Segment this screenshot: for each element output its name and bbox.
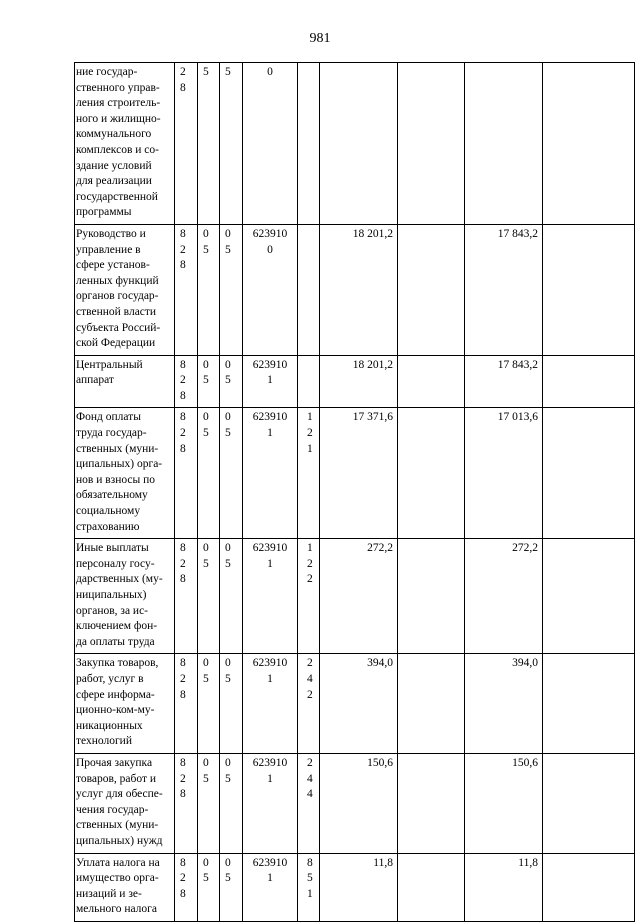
table-row — [75, 63, 635, 225]
expense-type-cell: 2 4 2 — [298, 654, 320, 754]
sum-year2-cell: 17 843,2 — [465, 224, 543, 355]
subsection-code-cell: 0 5 — [220, 654, 243, 754]
subsection-code-cell: 0 5 — [220, 224, 243, 355]
article-code-cell: 623910 1 — [243, 355, 298, 408]
expense-type-cell: 1 2 1 — [298, 408, 320, 539]
empty-cell — [543, 853, 635, 921]
sum-year1-cell — [320, 63, 398, 225]
subsection-code-cell: 5 — [220, 63, 243, 225]
section-code-cell: 0 5 — [198, 753, 220, 853]
empty-cell — [398, 539, 465, 654]
page-number: 981 — [309, 31, 331, 46]
ministry-code-cell: 8 2 8 — [175, 355, 198, 408]
empty-cell — [398, 408, 465, 539]
article-code-cell: 623910 0 — [243, 224, 298, 355]
section-code-cell: 0 5 — [198, 539, 220, 654]
article-code-cell: 623910 1 — [243, 654, 298, 754]
empty-cell — [398, 355, 465, 408]
subsection-code-cell: 0 5 — [220, 853, 243, 921]
row-name-cell: Центральный аппарат — [75, 355, 175, 408]
expense-type-cell — [298, 224, 320, 355]
subsection-code-cell: 0 5 — [220, 408, 243, 539]
empty-cell — [398, 753, 465, 853]
table-row — [75, 654, 635, 754]
sum-year2-cell: 272,2 — [465, 539, 543, 654]
ministry-code-cell: 2 8 — [175, 63, 198, 225]
row-name-cell: Руководство и управление в сфере установ- ленных функций органов государ- ственной власти субъекта Россий- ской Федерации — [75, 224, 175, 355]
table-row — [75, 408, 635, 539]
empty-cell — [543, 63, 635, 225]
sum-year1-cell: 150,6 — [320, 753, 398, 853]
row-name-cell: ние государ- ственного управ- ления строитель- ного и жилищно- коммунального комплексов и со- здание условий для реализации государственной программы — [75, 63, 175, 225]
sum-year2-cell — [465, 63, 543, 225]
article-code-cell: 623910 1 — [243, 753, 298, 853]
table-row — [75, 224, 635, 355]
empty-cell — [543, 408, 635, 539]
article-code-cell: 623910 1 — [243, 408, 298, 539]
article-code-cell: 623910 1 — [243, 539, 298, 654]
ministry-code-cell: 8 2 8 — [175, 408, 198, 539]
article-code-cell: 623910 1 — [243, 853, 298, 921]
empty-cell — [543, 753, 635, 853]
sum-year2-cell: 17 843,2 — [465, 355, 543, 408]
table-row — [75, 539, 635, 654]
sum-year2-cell: 150,6 — [465, 753, 543, 853]
article-code-cell: 0 — [243, 63, 298, 225]
sum-year1-cell: 11,8 — [320, 853, 398, 921]
subsection-code-cell: 0 5 — [220, 355, 243, 408]
sum-year1-cell: 18 201,2 — [320, 355, 398, 408]
ministry-code-cell: 8 2 8 — [175, 539, 198, 654]
sum-year1-cell: 18 201,2 — [320, 224, 398, 355]
empty-cell — [398, 224, 465, 355]
row-name-cell: Фонд оплаты труда государ- ственных (муни- ципальных) орга- нов и взносы по обязательному социальному страхованию — [75, 408, 175, 539]
subsection-code-cell: 0 5 — [220, 753, 243, 853]
ministry-code-cell: 8 2 8 — [175, 654, 198, 754]
section-code-cell: 0 5 — [198, 224, 220, 355]
section-code-cell: 0 5 — [198, 408, 220, 539]
table-row — [75, 853, 635, 921]
expense-type-cell: 8 5 1 — [298, 853, 320, 921]
section-code-cell: 5 — [198, 63, 220, 225]
sum-year1-cell: 394,0 — [320, 654, 398, 754]
ministry-code-cell: 8 2 8 — [175, 753, 198, 853]
empty-cell — [398, 853, 465, 921]
row-name-cell: Прочая закупка товаров, работ и услуг для обеспе- чения государ- ственных (муни- ципальных) нужд — [75, 753, 175, 853]
expense-type-cell — [298, 63, 320, 225]
section-code-cell: 0 5 — [198, 654, 220, 754]
sum-year2-cell: 11,8 — [465, 853, 543, 921]
table-row — [75, 753, 635, 853]
empty-cell — [398, 63, 465, 225]
ministry-code-cell: 8 2 8 — [175, 224, 198, 355]
sum-year1-cell: 17 371,6 — [320, 408, 398, 539]
expense-type-cell — [298, 355, 320, 408]
subsection-code-cell: 0 5 — [220, 539, 243, 654]
empty-cell — [543, 654, 635, 754]
empty-cell — [543, 224, 635, 355]
empty-cell — [543, 355, 635, 408]
sum-year1-cell: 272,2 — [320, 539, 398, 654]
row-name-cell: Закупка товаров, работ, услуг в сфере информа- ционно-ком-му- никационных технологий — [75, 654, 175, 754]
table-row — [75, 355, 635, 408]
empty-cell — [398, 654, 465, 754]
expense-type-cell: 2 4 4 — [298, 753, 320, 853]
row-name-cell: Уплата налога на имущество орга- низаций и зе- мельного налога — [75, 853, 175, 921]
sum-year2-cell: 394,0 — [465, 654, 543, 754]
ministry-code-cell: 8 2 8 — [175, 853, 198, 921]
expense-type-cell: 1 2 2 — [298, 539, 320, 654]
row-name-cell: Иные выплаты персоналу госу- дарственных (му- ниципальных) органов, за ис- ключением фон- да оплаты труда — [75, 539, 175, 654]
sum-year2-cell: 17 013,6 — [465, 408, 543, 539]
section-code-cell: 0 5 — [198, 355, 220, 408]
budget-table — [74, 62, 635, 922]
section-code-cell: 0 5 — [198, 853, 220, 921]
empty-cell — [543, 539, 635, 654]
